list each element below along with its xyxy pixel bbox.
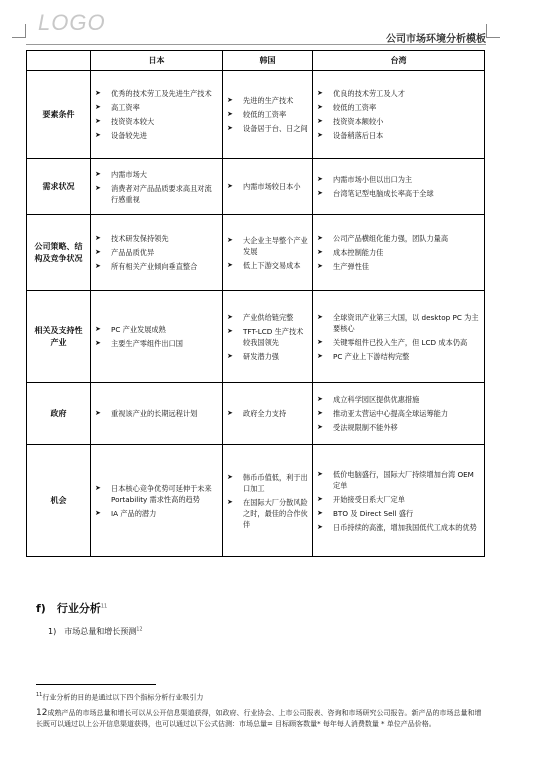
bullet-list	[317, 469, 480, 533]
bullet-item: ➤ 在国际大厂分散风险之时，最佳的合作伙伴	[227, 497, 308, 530]
cell-korea	[223, 383, 313, 445]
bullet-list	[317, 312, 480, 362]
bullet-item: ➤ 韩币币值低，利于出口加工	[227, 472, 308, 494]
logo: LOGO	[38, 10, 106, 35]
footnote-11-number: 11	[36, 692, 43, 698]
bullet-item: ➤ 设备较先进	[95, 130, 218, 141]
bullet-item: ➤ 研发潜力强	[227, 351, 308, 362]
country-comparison-table	[26, 50, 485, 557]
bullet-item: ➤ 产品品质优异	[95, 247, 218, 258]
bullet-item: ➤ 关键零组件已投入生产，但 LCD 成本仍高	[317, 337, 480, 348]
bullet-item: ➤ PC 产业上下游结构完整	[317, 351, 480, 362]
bullet-list	[95, 408, 218, 419]
bullet-item: ➤ 生产弹性佳	[317, 261, 480, 272]
bullet-item: ➤ 全球资讯产业第三大国，以 desktop PC 为主要核心	[317, 312, 480, 334]
cell-korea	[223, 159, 313, 215]
bullet-item: ➤ TFT-LCD 生产技术较我国领先	[227, 326, 308, 348]
corner-header	[27, 51, 91, 71]
crop-mark-top-right	[486, 24, 500, 38]
crop-mark-top-left	[12, 24, 26, 38]
bullet-item: ➤ 设备稍落后日本	[317, 130, 480, 141]
cell-taiwan	[313, 159, 485, 215]
bullet-item: ➤ 政府全力支持	[227, 408, 308, 419]
bullet-item: ➤ 内需市场较日本小	[227, 181, 308, 192]
bullet-item: ➤ 技术研发保持领先	[95, 233, 218, 244]
table-row	[27, 383, 485, 445]
cell-korea	[223, 445, 313, 557]
row-header: 机会	[27, 445, 91, 557]
bullet-list	[227, 312, 308, 362]
row-header: 需求状况	[27, 159, 91, 215]
row-header: 相关及支持性产业	[27, 291, 91, 383]
bullet-item: ➤ 先进的生产技术	[227, 95, 308, 106]
footnote-separator	[36, 684, 156, 685]
cell-japan	[91, 71, 223, 159]
bullet-list	[95, 233, 218, 272]
bullet-item: ➤ 低价电脑盛行，国际大厂持续增加台湾 OEM 定单	[317, 469, 480, 491]
footnote-11-text: 行业分析的目的是通过以下四个指标分析行业吸引力	[42, 693, 204, 702]
bullet-list	[95, 324, 218, 349]
bullet-item: ➤ 大企业主导整个产业发展	[227, 235, 308, 257]
footnote-12	[36, 708, 486, 730]
table-row	[27, 445, 485, 557]
bullet-item: ➤ IA 产品的潜力	[95, 508, 218, 519]
bullet-item: ➤ 消费者对产品品质要求高且对流行感重视	[95, 183, 218, 205]
cell-japan	[91, 291, 223, 383]
bullet-item: ➤ 设备居于台、日之间	[227, 123, 308, 134]
bullet-item: ➤ 推动亚太营运中心提高全球运筹能力	[317, 408, 480, 419]
column-header-japan: 日本	[91, 51, 223, 71]
row-header: 公司策略、结构及竞争状况	[27, 215, 91, 291]
bullet-item: ➤ 日本核心竞争优势可延伸于未来 Portability 需求性高的趋势	[95, 483, 218, 505]
bullet-item: ➤ 较低的工资率	[317, 102, 480, 113]
bullet-item: ➤ 开始接受日系大厂定单	[317, 494, 480, 505]
bullet-item: ➤ 所有相关产业倾向垂直整合	[95, 261, 218, 272]
header-rule	[26, 44, 486, 45]
cell-taiwan	[313, 383, 485, 445]
column-header-taiwan: 台湾	[313, 51, 485, 71]
cell-japan	[91, 215, 223, 291]
bullet-item: ➤ 成立科学园区提供优惠措施	[317, 394, 480, 405]
bullet-item: ➤ 公司产品横组化能力强，团队力量高	[317, 233, 480, 244]
bullet-item: ➤ 技资资本较大	[95, 116, 218, 127]
bullet-list	[95, 483, 218, 519]
bullet-list	[227, 408, 308, 419]
bullet-item: ➤ 高工资率	[95, 102, 218, 113]
column-header-korea: 韩国	[223, 51, 313, 71]
bullet-list	[227, 472, 308, 530]
table-row	[27, 159, 485, 215]
bullet-item: ➤ BTO 及 Direct Sell 盛行	[317, 508, 480, 519]
cell-korea	[223, 215, 313, 291]
cell-taiwan	[313, 445, 485, 557]
cell-korea	[223, 291, 313, 383]
bullet-item: ➤ 内需市场小但以出口为主	[317, 174, 480, 185]
bullet-item: ➤ 较低的工资率	[227, 109, 308, 120]
bullet-item: ➤ 重视该产业的长期远程计划	[95, 408, 218, 419]
bullet-item: ➤ 主要生产零组件出口国	[95, 338, 218, 349]
table-row	[27, 215, 485, 291]
cell-japan	[91, 159, 223, 215]
bullet-list	[227, 235, 308, 271]
section-heading-footnote-ref[interactable]: 11	[100, 603, 108, 610]
section-heading-text: f) 行业分析	[36, 602, 101, 615]
bullet-list	[317, 174, 480, 199]
footnote-12-text: 成熟产品的市场总量和增长可以从公开信息渠道获得，如政府、行业协会、上市公司报表、咨询和市场研究公司报告。新产品的市场总量和增长既可以通过以上公开信息渠道获得，也可以通过以下公式估测：市场总量= 目标顾客数量* 每年每人消费数量 * 单位产品价格。	[36, 709, 482, 728]
document-title: 公司市场环境分析模板	[386, 34, 486, 45]
bullet-item: ➤ 技资资本额较小	[317, 116, 480, 127]
bullet-list	[95, 88, 218, 141]
row-header: 要素条件	[27, 71, 91, 159]
sub-heading-footnote-ref[interactable]: 12	[136, 626, 143, 633]
cell-korea	[223, 71, 313, 159]
sub-heading-text: 1) 市场总量和增长预测	[48, 627, 137, 636]
bullet-item: ➤ 优秀的技术劳工及先进生产技术	[95, 88, 218, 99]
cell-taiwan	[313, 215, 485, 291]
bullet-item: ➤ 日币持续的高涨，增加我国低代工成本的优势	[317, 522, 480, 533]
cell-taiwan	[313, 71, 485, 159]
bullet-list	[95, 169, 218, 205]
cell-japan	[91, 445, 223, 557]
bullet-list	[317, 233, 480, 272]
bullet-item: ➤ PC 产业发展成熟	[95, 324, 218, 335]
bullet-list	[227, 95, 308, 134]
table-header-row	[27, 51, 485, 71]
bullet-list	[227, 181, 308, 192]
bullet-item: ➤ 受法规限制不能外移	[317, 422, 480, 433]
table-body	[27, 71, 485, 557]
bullet-item: ➤ 优良的技术劳工及人才	[317, 88, 480, 99]
cell-taiwan	[313, 291, 485, 383]
bullet-item: ➤ 低上下游交易成本	[227, 260, 308, 271]
cell-japan	[91, 383, 223, 445]
bullet-item: ➤ 内需市场大	[95, 169, 218, 180]
bullet-item: ➤ 台湾笔记型电脑成长率高于全球	[317, 188, 480, 199]
row-header: 政府	[27, 383, 91, 445]
bullet-item: ➤ 成本控制能力佳	[317, 247, 480, 258]
table-row	[27, 291, 485, 383]
sub-heading	[48, 626, 143, 637]
section-heading	[36, 600, 107, 616]
footnote-11	[36, 690, 486, 703]
table-row	[27, 71, 485, 159]
footnote-12-number: 12	[36, 708, 48, 718]
bullet-list	[317, 394, 480, 433]
bullet-list	[317, 88, 480, 141]
bullet-item: ➤ 产业供给链完整	[227, 312, 308, 323]
